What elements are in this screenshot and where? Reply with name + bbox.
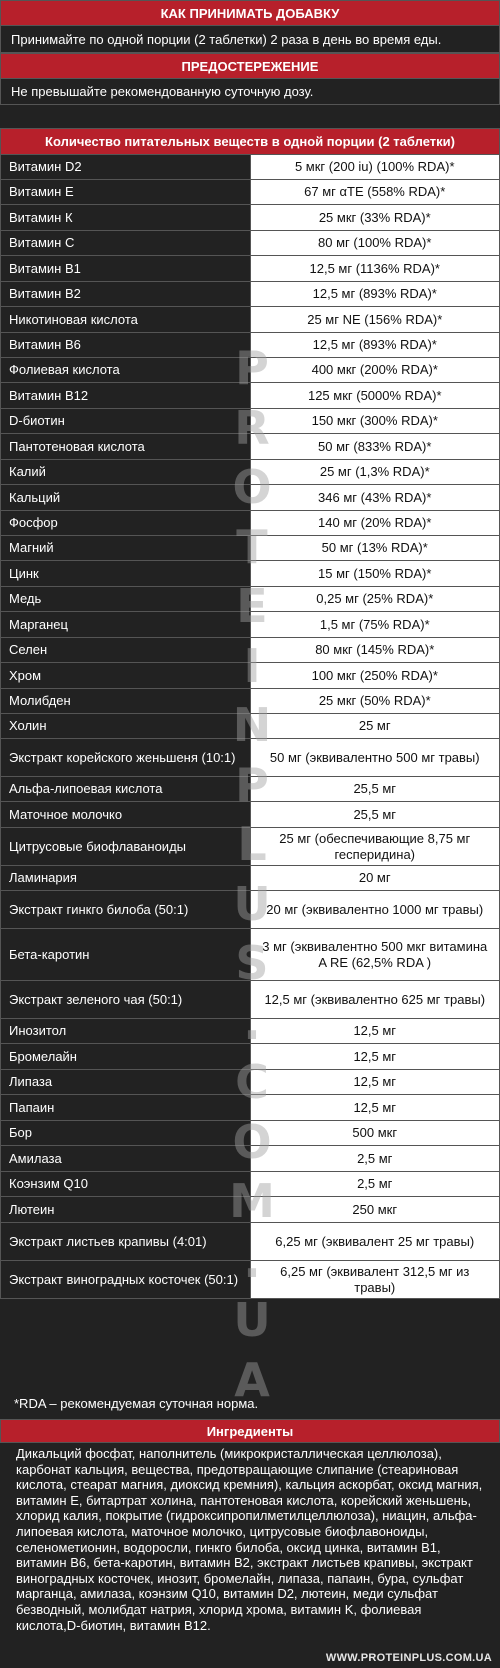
watermark-letter: I (243, 638, 261, 693)
nutrition-row (1, 587, 500, 612)
warning-text: Не превышайте рекомендованную суточную дозу. (0, 79, 500, 105)
nutrient-amount: 25 мг (250, 714, 500, 739)
nutrient-amount: 500 мкг (250, 1121, 500, 1146)
nutrient-name: Витамин D2 (1, 155, 251, 180)
nutrient-amount: 125 мкг (5000% RDA)* (250, 383, 500, 409)
nutrient-amount: 20 мг (эквивалентно 1000 мг травы) (250, 891, 500, 929)
nutrient-name: Кальций (1, 485, 251, 511)
nutrient-amount: 150 мкг (300% RDA)* (250, 409, 500, 434)
nutrient-amount: 6,25 мг (эквивалент 25 мг травы) (250, 1223, 500, 1261)
nutrition-row (1, 689, 500, 714)
nutrient-name: Селен (1, 638, 251, 663)
nutrition-row (1, 638, 500, 663)
nutrient-amount: 25 мг (1,3% RDA)* (250, 460, 500, 485)
watermark-letter: O (232, 460, 272, 514)
nutrition-row (1, 1095, 500, 1121)
rda-footnote: *RDA – рекомендуемая суточная норма. (14, 1395, 259, 1411)
ingredients-heading: Ингредиенты (0, 1419, 500, 1443)
watermark-letter: T (236, 519, 268, 574)
nutrient-name: Витамин С (1, 231, 251, 256)
watermark-letter: O (232, 1114, 272, 1169)
nutrient-name: Фосфор (1, 511, 251, 536)
nutrient-amount: 12,5 мг (250, 1070, 500, 1095)
nutrient-name: Экстракт корейского женьшеня (10:1) (1, 739, 251, 777)
nutrition-row (1, 307, 500, 333)
nutrient-amount: 25,5 мг (250, 777, 500, 802)
nutrition-row (1, 828, 500, 866)
nutrition-row (1, 981, 500, 1019)
nutrient-name: Экстракт зеленого чая (50:1) (1, 981, 251, 1019)
nutrient-name: Лютеин (1, 1197, 251, 1223)
watermark-letter: . (243, 1233, 261, 1288)
watermark-letter: L (237, 817, 267, 871)
nutrient-name: Витамин В12 (1, 383, 251, 409)
nutrition-row (1, 333, 500, 358)
nutrition-row (1, 460, 500, 485)
warning-heading: ПРЕДОСТЕРЕЖЕНИЕ (0, 53, 500, 79)
nutrient-name: Никотиновая кислота (1, 307, 251, 333)
nutrient-amount: 12,5 мг (250, 1044, 500, 1070)
nutrient-name: Хром (1, 663, 251, 689)
watermark-letter: S (235, 936, 269, 990)
nutrition-row (1, 612, 500, 638)
watermark-letter: U (233, 1293, 271, 1347)
nutrition-row (1, 485, 500, 511)
nutrient-amount: 12,5 мг (эквивалентно 625 мг травы) (250, 981, 500, 1019)
how-to-take-heading: КАК ПРИНИМАТЬ ДОБАВКУ (0, 0, 500, 26)
nutrient-amount: 25 мг NE (156% RDA)* (250, 307, 500, 333)
nutrition-table (0, 128, 500, 1299)
nutrient-amount: 5 мкг (200 iu) (100% RDA)* (250, 155, 500, 180)
nutrient-amount: 25 мг (обеспечивающие 8,75 мг гесперидина) (250, 828, 500, 866)
nutrient-amount: 15 мг (150% RDA)* (250, 561, 500, 587)
nutrition-row (1, 1172, 500, 1197)
nutrition-row (1, 409, 500, 434)
nutrient-name: Витамин В1 (1, 256, 251, 282)
nutrition-row (1, 256, 500, 282)
nutrient-name: Бромелайн (1, 1044, 251, 1070)
nutrient-name: Амилаза (1, 1146, 251, 1172)
nutrient-amount: 25 мкг (33% RDA)* (250, 205, 500, 231)
nutrient-amount: 80 мкг (145% RDA)* (250, 638, 500, 663)
nutrient-amount: 50 мг (833% RDA)* (250, 434, 500, 460)
nutrient-name: Холин (1, 714, 251, 739)
watermark-letter: P (235, 341, 269, 395)
nutrient-name: Экстракт виноградных косточек (50:1) (1, 1261, 251, 1299)
nutrient-amount: 50 мг (13% RDA)* (250, 536, 500, 561)
nutrient-name: Бета-каротин (1, 929, 251, 981)
nutrition-row (1, 282, 500, 307)
nutrient-amount: 80 мг (100% RDA)* (250, 231, 500, 256)
nutrient-amount: 100 мкг (250% RDA)* (250, 663, 500, 689)
nutrition-row (1, 1261, 500, 1299)
nutrient-name: Пантотеновая кислота (1, 434, 251, 460)
nutrition-row (1, 663, 500, 689)
watermark-letter: N (232, 698, 272, 752)
nutrition-row (1, 739, 500, 777)
nutrition-table-header (1, 129, 500, 155)
nutrition-row (1, 1019, 500, 1044)
nutrient-name: Экстракт гинкго билоба (50:1) (1, 891, 251, 929)
nutrition-row (1, 155, 500, 180)
nutrient-amount: 400 мкг (200% RDA)* (250, 358, 500, 383)
nutrition-row (1, 358, 500, 383)
nutrient-amount: 2,5 мг (250, 1146, 500, 1172)
nutrition-row (1, 1121, 500, 1146)
nutrition-row (1, 1197, 500, 1223)
nutrient-name: Витамин В2 (1, 282, 251, 307)
nutrient-name: Папаин (1, 1095, 251, 1121)
nutrient-amount: 0,25 мг (25% RDA)* (250, 587, 500, 612)
nutrition-row (1, 1044, 500, 1070)
nutrition-row (1, 434, 500, 460)
nutrient-amount: 3 мг (эквивалентно 500 мкг витамина A RE (62,5% RDA ) (250, 929, 500, 981)
watermark-letter: M (229, 1174, 275, 1228)
nutrient-name: Витамин К (1, 205, 251, 231)
nutrition-row (1, 929, 500, 981)
how-to-take-text: Принимайте по одной порции (2 таблетки) 2 раза в день во время еды. (0, 26, 500, 53)
nutrient-amount: 12,5 мг (893% RDA)* (250, 282, 500, 307)
nutrient-name: Маточное молочко (1, 802, 251, 828)
nutrient-name: Медь (1, 587, 251, 612)
nutrient-amount: 20 мг (250, 866, 500, 891)
nutrient-amount: 140 мг (20% RDA)* (250, 511, 500, 536)
footer-url: WWW.PROTEINPLUS.COM.UA (325, 1652, 492, 1664)
nutrient-name: Цитрусовые биофлаваноиды (1, 828, 251, 866)
nutrition-row (1, 561, 500, 587)
nutrient-amount: 2,5 мг (250, 1172, 500, 1197)
nutrition-row (1, 866, 500, 891)
nutrition-row (1, 802, 500, 828)
watermark-letter: A (234, 1352, 270, 1407)
watermark-letter: E (236, 579, 268, 633)
nutrition-row (1, 891, 500, 929)
nutrient-name: Молибден (1, 689, 251, 714)
nutrition-row (1, 231, 500, 256)
nutrient-name: Калий (1, 460, 251, 485)
nutrition-table-title: Количество питательных веществ в одной порции (2 таблетки) (1, 129, 500, 155)
nutrient-amount: 6,25 мг (эквивалент 312,5 мг из травы) (250, 1261, 500, 1299)
nutrient-amount: 12,5 мг (250, 1095, 500, 1121)
nutrition-row (1, 1223, 500, 1261)
watermark-letter: P (235, 757, 269, 812)
nutrient-amount: 12,5 мг (250, 1019, 500, 1044)
watermark-letter: C (235, 1055, 269, 1109)
nutrition-row (1, 1146, 500, 1172)
nutrient-name: Магний (1, 536, 251, 561)
nutrient-amount: 67 мг αTE (558% RDA)* (250, 180, 500, 205)
watermark-letter: R (234, 400, 270, 455)
nutrient-amount: 50 мг (эквивалентно 500 мг травы) (250, 739, 500, 777)
nutrition-row (1, 777, 500, 802)
nutrient-amount: 25,5 мг (250, 802, 500, 828)
nutrient-name: Цинк (1, 561, 251, 587)
nutrition-row (1, 383, 500, 409)
ingredients-text: Дикальций фосфат, наполнитель (микрокристаллическая целлюлоза), карбонат кальция, вещества, предотвращающие слипание (стеариновая кислота, стеарат магния, диоксид кремния), кальция аскорбат, оксид магния, витамин E, битартрат холина, пантотеновая кислота, корейский женьшень, хлорид калия, покрытие (гидроксипропилметилцеллюлоза), ниацин, альфа-липоевая кислота, маточное молочко, цитрусовые биофлавоноиды, селенометионин, водоросли, гинкго билоба, оксид цинка, витамин B1, витамин B6, бета-каротин, витамин B2, экстракт листьев крапивы, экстракт виноградных косточек, инозит, бромелайн, липаза, папаин, бура, сульфат марганца, амилаза, коэнзим Q10, витамин D2, лютеин, меди сульфат безводный, молибдат натрия, хлорид хрома, витамин K, фолиевая кислота,D-биотин, витамин B12. (16, 1446, 483, 1633)
nutrition-row (1, 1070, 500, 1095)
nutrient-name: Марганец (1, 612, 251, 638)
nutrition-row (1, 714, 500, 739)
nutrient-name: Альфа-липоевая кислота (1, 777, 251, 802)
nutrient-amount: 250 мкг (250, 1197, 500, 1223)
nutrient-name: Коэнзим Q10 (1, 1172, 251, 1197)
nutrient-name: Бор (1, 1121, 251, 1146)
nutrient-name: Липаза (1, 1070, 251, 1095)
nutrition-row (1, 536, 500, 561)
nutrition-row (1, 180, 500, 205)
nutrient-amount: 1,5 мг (75% RDA)* (250, 612, 500, 638)
nutrition-row (1, 205, 500, 231)
nutrient-name: Экстракт листьев крапивы (4:01) (1, 1223, 251, 1261)
nutrient-name: Фолиевая кислота (1, 358, 251, 383)
nutrition-row (1, 511, 500, 536)
nutrient-amount: 12,5 мг (1136% RDA)* (250, 256, 500, 282)
nutrient-name: D-биотин (1, 409, 251, 434)
nutrient-name: Витамин E (1, 180, 251, 205)
nutrient-name: Инозитол (1, 1019, 251, 1044)
nutrient-name: Витамин В6 (1, 333, 251, 358)
nutrient-amount: 346 мг (43% RDA)* (250, 485, 500, 511)
nutrient-amount: 25 мкг (50% RDA)* (250, 689, 500, 714)
nutrient-name: Ламинария (1, 866, 251, 891)
watermark-letter: U (233, 876, 271, 931)
watermark-letter: . (243, 995, 261, 1050)
nutrient-amount: 12,5 мг (893% RDA)* (250, 333, 500, 358)
